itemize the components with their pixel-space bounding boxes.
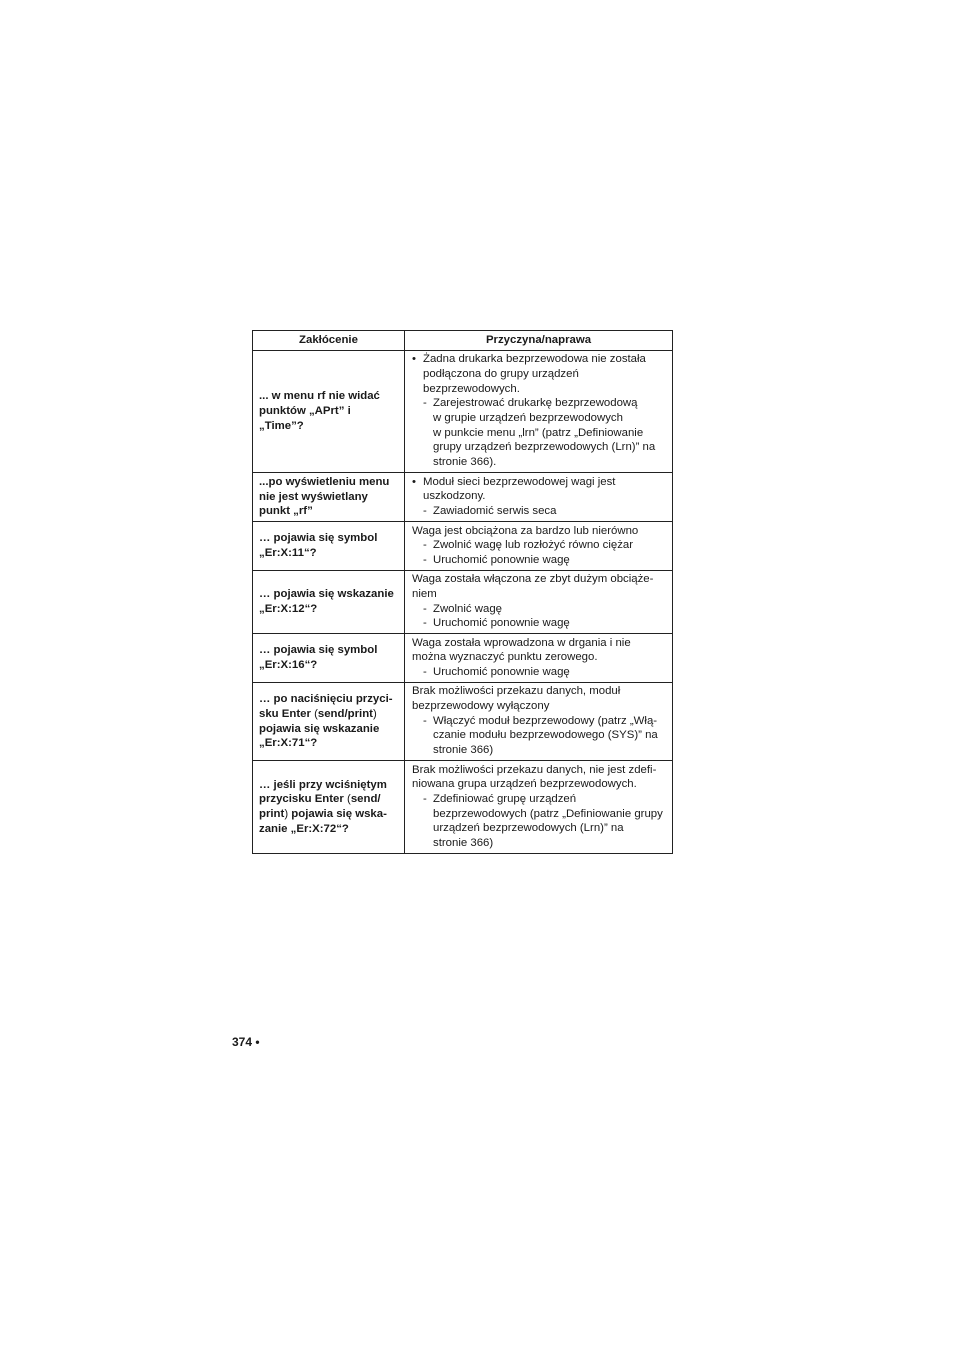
header-cause: Przyczyna/naprawa	[405, 331, 673, 351]
dash-icon: -	[423, 553, 427, 566]
dash-icon: -	[423, 792, 427, 805]
table-header-row	[253, 331, 673, 351]
problem-cell: … pojawia się symbol „Er:X:11“?	[253, 522, 405, 571]
dash-item: - Uruchomić ponownie wagę	[423, 553, 570, 566]
cause-cell	[405, 351, 673, 473]
table-row	[253, 522, 673, 571]
dash-icon: -	[423, 714, 427, 727]
table-row	[253, 571, 673, 634]
dash-icon: -	[423, 504, 427, 517]
dash-item: - Zawiadomić serwis seca	[423, 504, 557, 517]
cause-cell: Brak możliwości przekazu danych, moduł bezprzewodowy wyłączony - Włączyć moduł bezprzewodowy (patrz „Włą- czanie modułu bezprzewodowego (SYS)” na stronie 366)	[405, 683, 673, 761]
table-row	[253, 473, 673, 522]
problem-cell: ...po wyświetleniu menu nie jest wyświetlany punkt „rf”	[253, 473, 405, 522]
dash-item: - Uruchomić ponownie wagę	[423, 665, 570, 678]
dash-item: - Zdefiniować grupę urządzeń bezprzewodowych (patrz „Definiowanie grupy urządzeń bezprzewodowych (Lrn)” na stronie 366)	[423, 792, 663, 850]
cause-cell: Waga jest obciążona za bardzo lub nierówno - Zwolnić wagę lub rozłożyć równo ciężar - Uruchomić ponownie wagę	[405, 522, 673, 571]
dash-item: - Zwolnić wagę	[423, 602, 503, 615]
header-problem: Zakłócenie	[253, 331, 405, 351]
troubleshooting-table	[252, 330, 673, 854]
cause-cell: Waga została wprowadzona w drgania i nie można wyznaczyć punktu zerowego. - Uruchomić ponownie wagę	[405, 634, 673, 683]
bullet-icon: •	[412, 475, 416, 488]
bullet-icon: •	[412, 353, 416, 366]
page-number: 374 •	[232, 1035, 260, 1049]
table-row	[253, 351, 673, 473]
dash-item: - Uruchomić ponownie wagę	[423, 617, 570, 630]
problem-cell: … jeśli przy wciśniętym przycisku Enter (send/ print) pojawia się wska- zanie „Er:X:72“?	[253, 761, 405, 854]
problem-cell: ... w menu rf nie widać punktów „APrt” i „Time”?	[253, 351, 405, 473]
dash-icon: -	[423, 602, 427, 615]
dash-item: - Zwolnić wagę lub rozłożyć równo ciężar	[423, 539, 634, 552]
cause-cell	[405, 473, 673, 522]
dash-icon: -	[423, 665, 427, 678]
bullet-item: • Moduł sieci bezprzewodowej wagi jest uszkodzony.	[412, 475, 616, 503]
dash-item: - Zarejestrować drukarkę bezprzewodową w grupie urządzeń bezprzewodowych w punkcie menu „lrn” (patrz „Definiowanie grupy urządzeń bezprzewodowych (Lrn)” na stronie 366).	[423, 397, 656, 469]
table-row	[253, 683, 673, 761]
problem-cell: … pojawia się symbol „Er:X:16“?	[253, 634, 405, 683]
table-row	[253, 634, 673, 683]
bullet-item: • Żadna drukarka bezprzewodowa nie została podłączona do grupy urządzeń bezprzewodowych.	[412, 353, 646, 395]
table-row	[253, 761, 673, 854]
dash-icon: -	[423, 539, 427, 552]
dash-item: - Włączyć moduł bezprzewodowy (patrz „Włą- czanie modułu bezprzewodowego (SYS)” na stronie 366)	[423, 714, 658, 757]
problem-cell: … pojawia się wskazanie „Er:X:12“?	[253, 571, 405, 634]
cause-cell: Brak możliwości przekazu danych, nie jest zdefi- niowana grupa urządzeń bezprzewodowych. - Zdefiniować grupę urządzeń bezprzewodowych (patrz „Definiowanie grupy urządzeń bezprzewodowych (Lrn)” na stronie 366)	[405, 761, 673, 854]
dash-icon: -	[423, 617, 427, 630]
dash-icon: -	[423, 397, 427, 410]
cause-cell: Waga została włączona ze zbyt dużym obciąże- niem - Zwolnić wagę - Uruchomić ponownie wagę	[405, 571, 673, 634]
problem-cell: … po naciśnięciu przyci- sku Enter (send/print) pojawia się wskazanie „Er:X:71“?	[253, 683, 405, 761]
